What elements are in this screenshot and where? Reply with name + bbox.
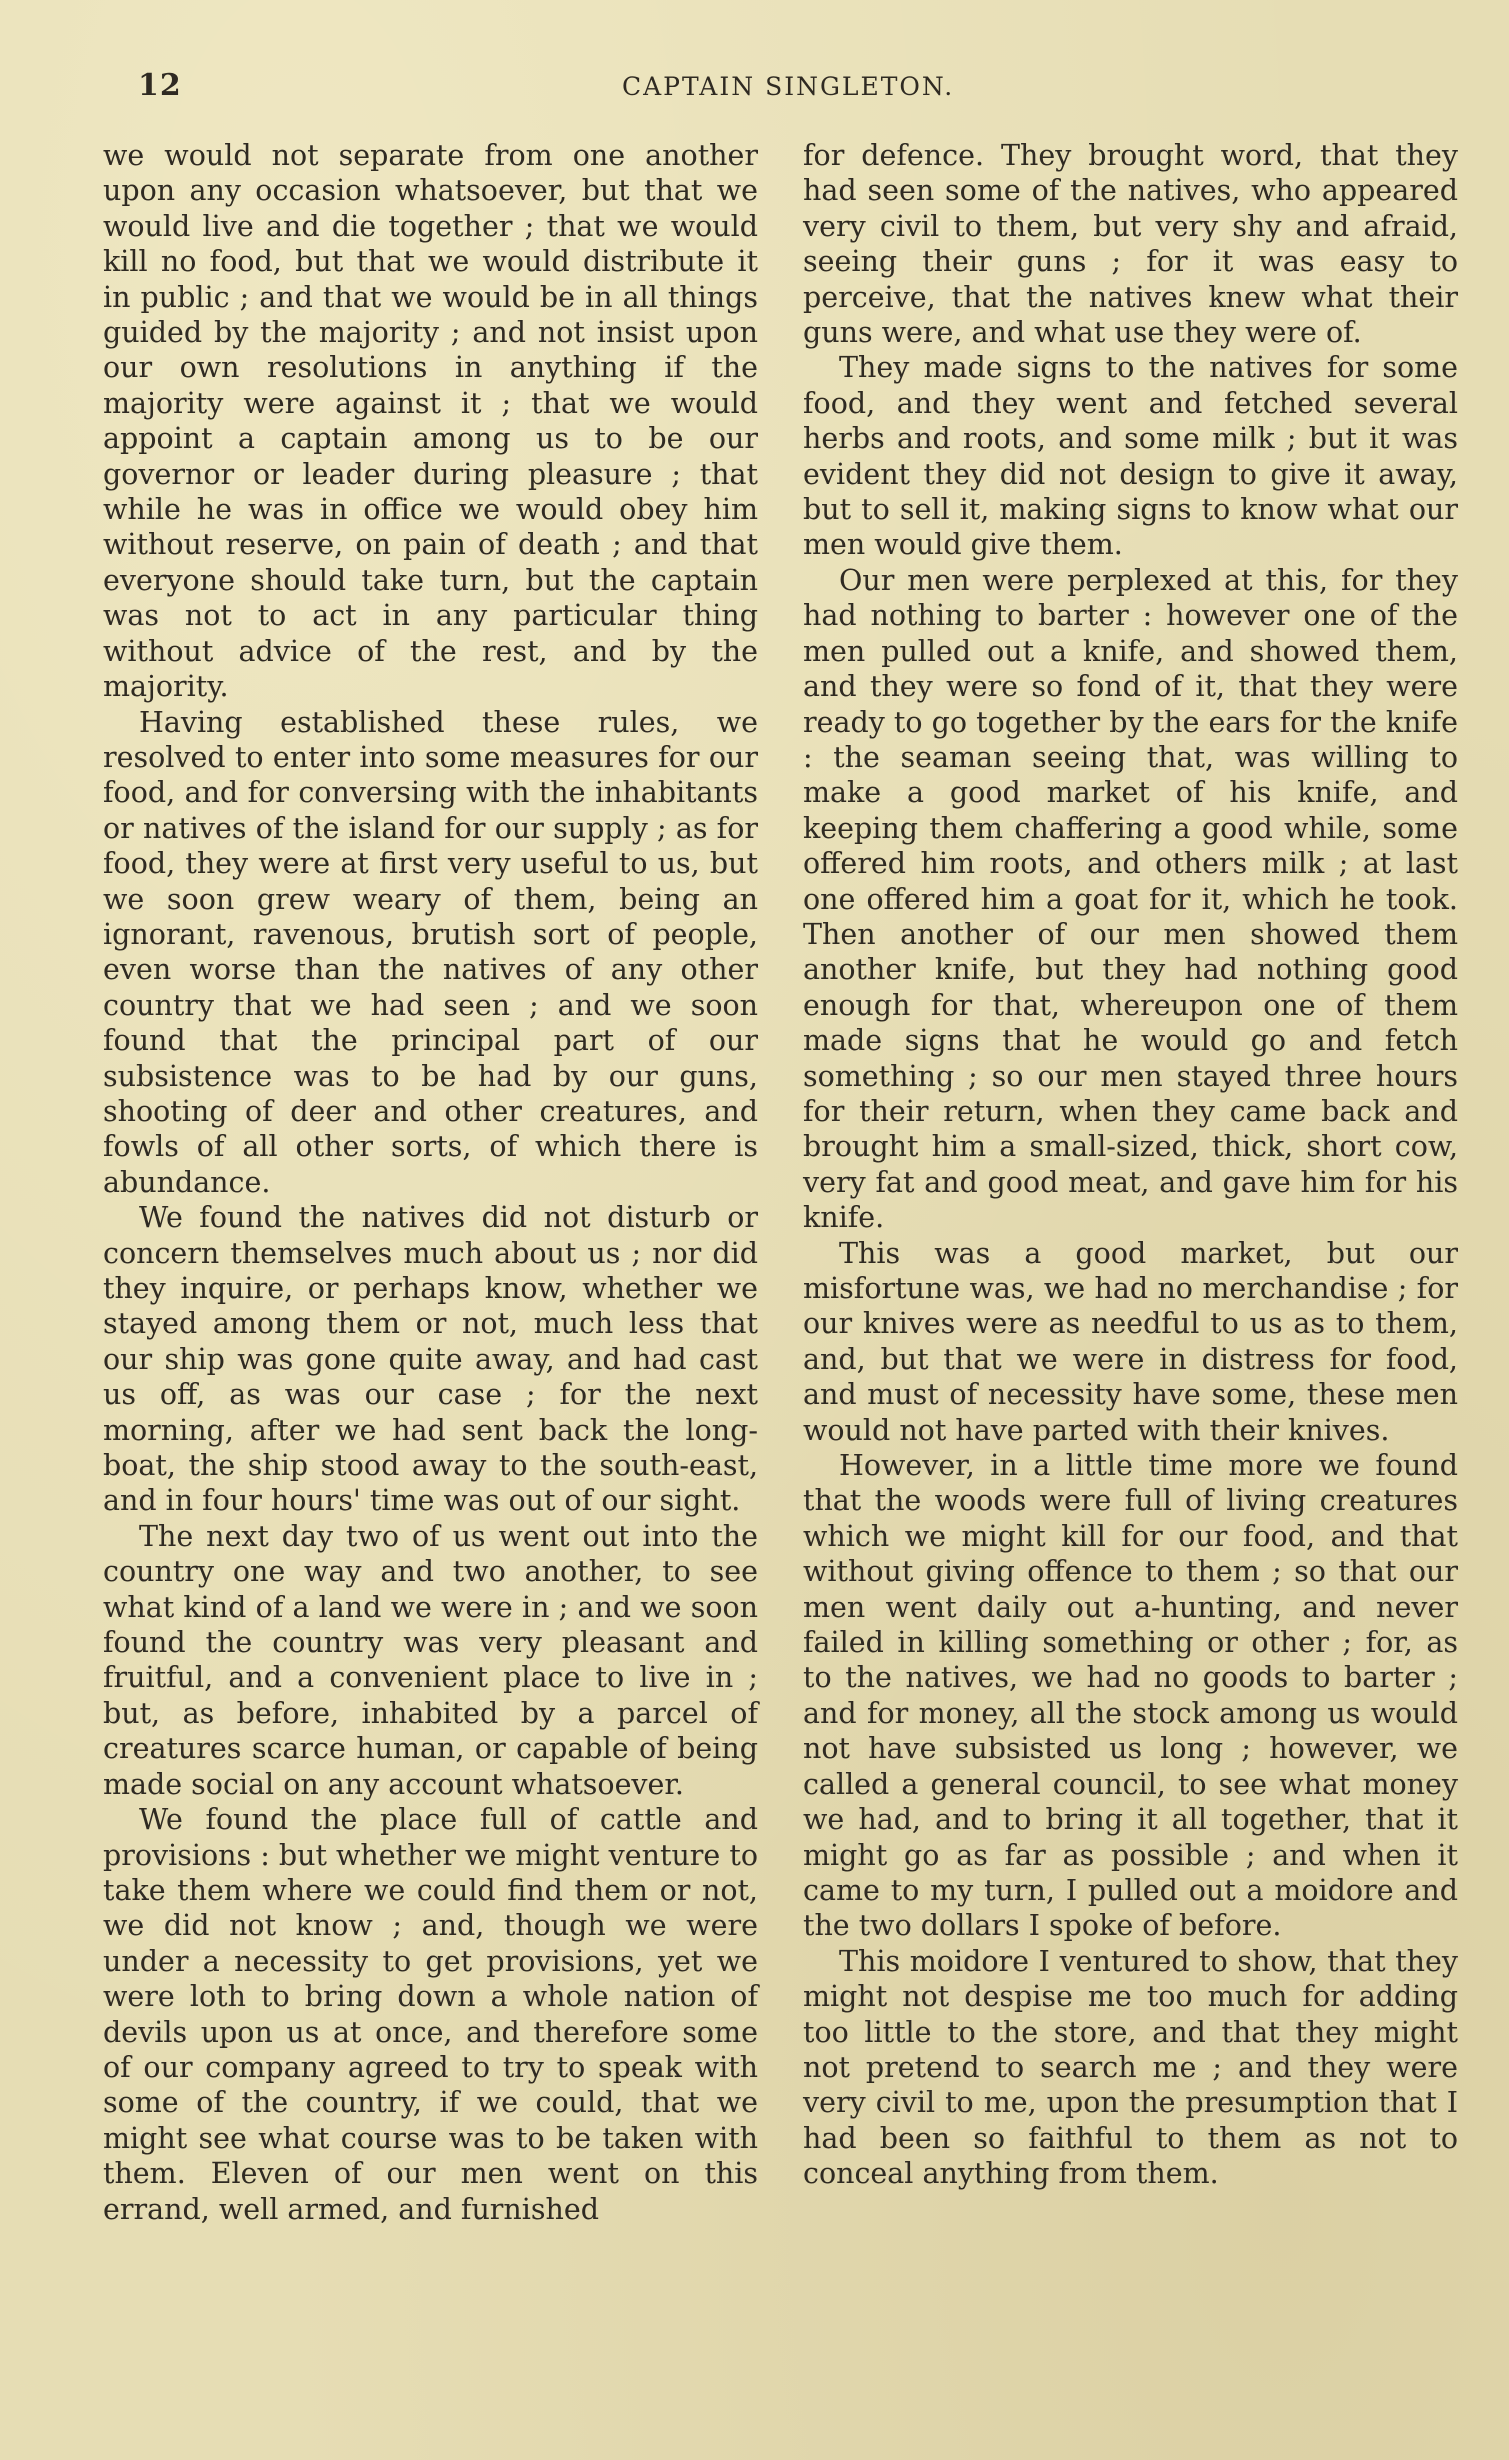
right-paragraph-2: They made signs to the natives for some food, and they went and fetched several herbs and roots, and some milk ; but it was evident they did not design to give it away, but to sell it, making signs to know what our men would give them. (803, 351, 1458, 562)
page-number: 12 (138, 68, 182, 103)
left-paragraph-3: We found the natives did not disturb or concern themselves much about us ; nor did they inquire, or perhaps know, whether we stayed among them or not, much less that our ship was gone quite away, and had cast us off, as was our case ; for the next morning, after we had sent back the long-boat, the ship stood away to the south-east, and in four hours' time was out of our sight. (103, 1201, 758, 1518)
page-header (138, 68, 1448, 108)
left-paragraph-2: Having established these rules, we resolved to enter into some measures for our food, and for conversing with the inhabitants or natives of the island for our supply ; as for food, they were at first very useful to us, but we soon grew weary of them, being an ignorant, ravenous, brutish sort of people, even worse than the natives of any other country that we had seen ; and we soon found that the principal part of our subsistence was to be had by our guns, shooting of deer and other creatures, and fowls of all other sorts, of which there is abundance. (103, 705, 758, 1199)
right-paragraph-1: for defence. They brought word, that they had seen some of the natives, who appeared very civil to them, but very shy and afraid, seeing their guns ; for it was easy to perceive, that the natives knew what their guns were, and what use they were of. (803, 139, 1458, 350)
left-paragraph-4: The next day two of us went out into the country one way and two another, to see what kind of a land we were in ; and we soon found the country was very pleasant and fruitful, and a convenient place to live in ; but, as before, inhabited by a parcel of creatures scarce human, or capable of being made social on any account whatsoever. (103, 1519, 758, 1801)
left-paragraph-5: We found the place full of cattle and provisions : but whether we might venture to take them where we could find them or not, we did not know ; and, though we were under a necessity to get provisions, yet we were loth to bring down a whole nation of devils upon us at once, and therefore some of our company agreed to try to speak with some of the country, if we could, that we might see what course was to be taken with them. Eleven of our men went on this errand, well armed, and furnished (103, 1803, 758, 2226)
right-paragraph-6: This moidore I ventured to show, that they might not despise me too much for adding too little to the store, and that they might not pretend to search me ; and they were very civil to me, upon the presumption that I had been so faithful to them as not to conceal anything from them. (803, 1944, 1458, 2191)
left-paragraph-1: we would not separate from one another upon any occasion whatsoever, but that we would live and die together ; that we would kill no food, but that we would distribute it in public ; and that we would be in all things guided by the majority ; and not insist upon our own resolutions in anything if the majority were against it ; that we would appoint a captain among us to be our governor or leader during pleasure ; that while he was in office we would obey him without reserve, on pain of death ; and that everyone should take turn, but the captain was not to act in any particular thing without advice of the rest, and by the majority. (103, 139, 758, 704)
left-column (103, 138, 758, 2398)
right-paragraph-3: Our men were perplexed at this, for they had nothing to barter : however one of the men pulled out a knife, and showed them, and they were so fond of it, that they were ready to go together by the ears for the knife : the seaman seeing that, was willing to make a good market of his knife, and keeping them chaffering a good while, some offered him roots, and others milk ; at last one offered him a goat for it, which he took. Then another of our men showed them another knife, but they had nothing good enough for that, whereupon one of them made signs that he would go and fetch something ; so our men stayed three hours for their return, when they came back and brought him a small-sized, thick, short cow, very fat and good meat, and gave him for his knife. (803, 563, 1458, 1235)
right-column (803, 138, 1458, 2398)
right-paragraph-5: However, in a little time more we found that the woods were full of living creatures which we might kill for our food, and that without giving offence to them ; so that our men went daily out a-hunting, and never failed in killing something or other ; for, as to the natives, we had no goods to barter ; and for money, all the stock among us would not have subsisted us long ; however, we called a general council, to see what money we had, and to bring it all together, that it might go as far as possible ; and when it came to my turn, I pulled out a moidore and the two dollars I spoke of before. (803, 1449, 1458, 1943)
running-head: CAPTAIN SINGLETON. (622, 72, 955, 101)
right-paragraph-4: This was a good market, but our misfortune was, we had no merchandise ; for our knives were as needful to us as to them, and, but that we were in distress for food, and must of necessity have some, these men would not have parted with their knives. (803, 1236, 1458, 1447)
